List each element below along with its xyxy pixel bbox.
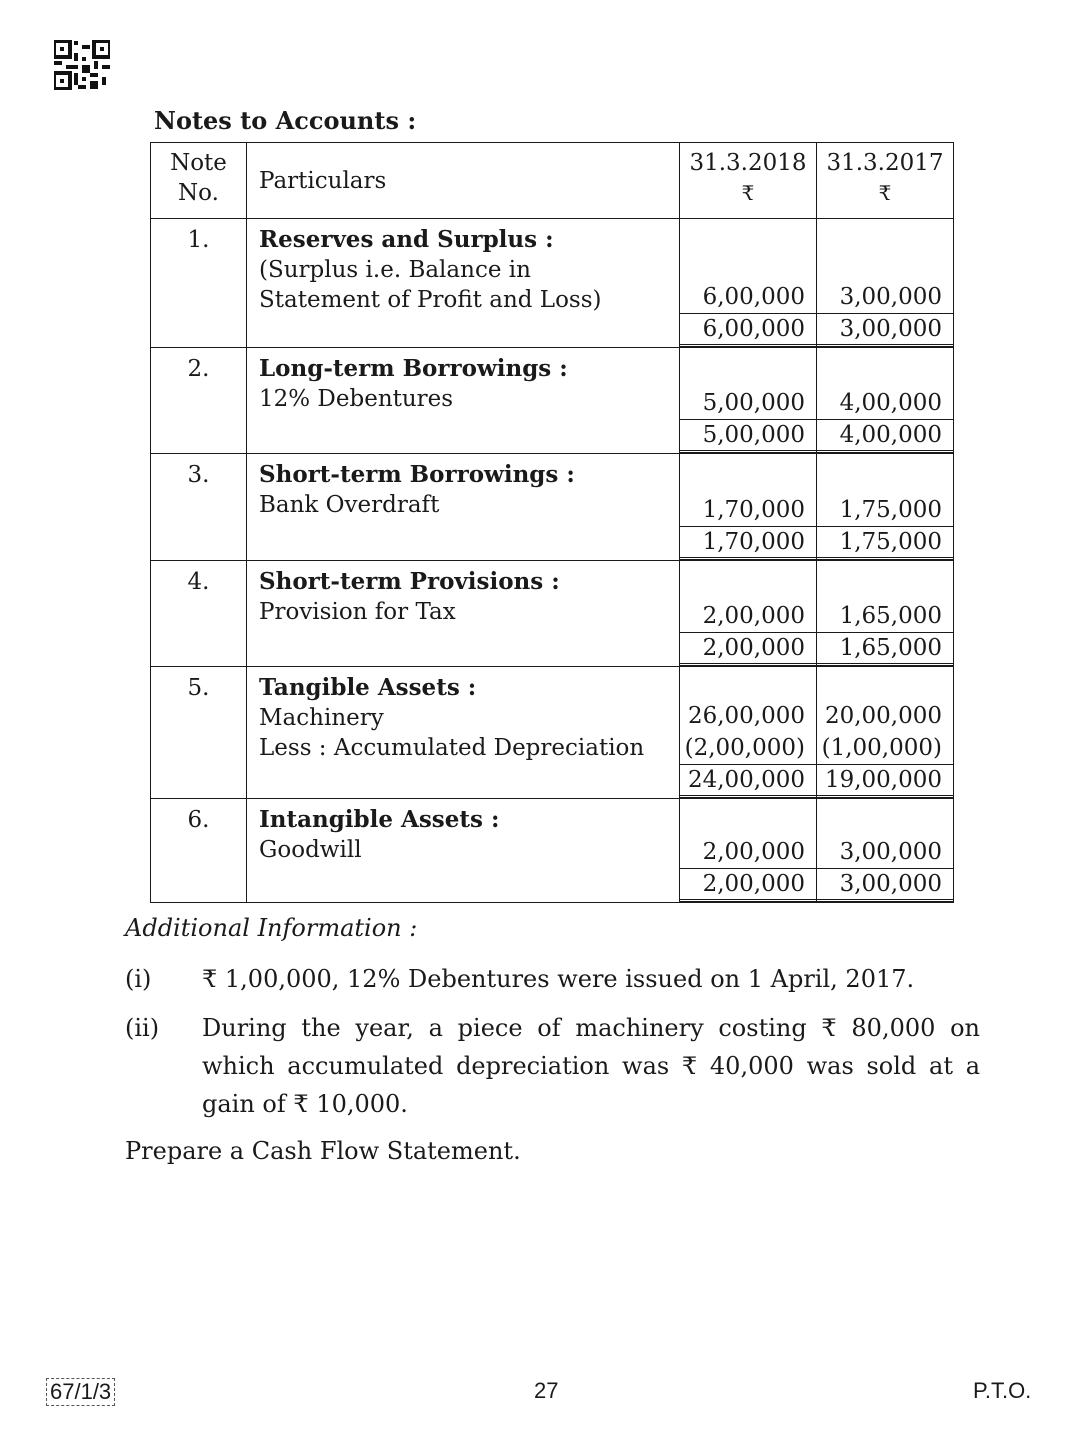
item-label: (i): [125, 965, 152, 993]
note-row: [151, 799, 954, 903]
rupee-icon: ₹: [741, 181, 755, 205]
notes-table: [150, 142, 954, 903]
note-particulars: [247, 561, 680, 667]
amount-value: 3,00,000: [839, 839, 942, 865]
amount-value: 4,00,000: [839, 390, 942, 416]
amount-total: 24,00,000: [680, 764, 816, 798]
header-note-no: Note No.: [151, 143, 247, 219]
note-line: Less : Accumulated Depreciation: [259, 735, 645, 761]
amount-value: 3,00,000: [839, 284, 942, 310]
note-row: [151, 561, 954, 667]
amount-value: 6,00,000: [702, 284, 805, 310]
amount-cell-2017: [817, 799, 954, 903]
amount-total: 2,00,000: [680, 868, 816, 902]
note-number: 1.: [151, 219, 247, 348]
note-line: 12% Debentures: [259, 386, 454, 412]
pto-label: P.T.O.: [973, 1378, 1032, 1403]
amount-cell-2018: [680, 348, 817, 454]
header-date-2017: [817, 143, 954, 219]
header-date-2018: [680, 143, 817, 219]
amount-total: 1,65,000: [817, 632, 953, 666]
amount-cell-2017: [817, 348, 954, 454]
amount-cell-2018: [680, 799, 817, 903]
note-particulars: [247, 219, 680, 348]
amount-value: 2,00,000: [702, 603, 805, 629]
note-line: Bank Overdraft: [259, 492, 440, 518]
note-line: Provision for Tax: [259, 599, 456, 625]
header-date-2018-label: 31.3.2018: [689, 150, 807, 176]
note-number: 3.: [151, 454, 247, 561]
note-row: [151, 219, 954, 348]
table-header-row: [151, 143, 954, 219]
note-particulars: [247, 348, 680, 454]
note-number: 5.: [151, 667, 247, 799]
note-row: [151, 454, 954, 561]
amount-cell-2017: [817, 454, 954, 561]
additional-info-title: Additional Information :: [125, 914, 418, 942]
paper-code: 67/1/3: [46, 1378, 115, 1406]
amount-value: 2,00,000: [702, 839, 805, 865]
amount-total: 1,75,000: [817, 526, 953, 560]
amount-cell-2018: [680, 454, 817, 561]
amount-total: 1,70,000: [680, 526, 816, 560]
amount-value: (2,00,000): [684, 735, 805, 761]
amount-cell-2017: [817, 667, 954, 799]
note-number: 6.: [151, 799, 247, 903]
note-row: [151, 348, 954, 454]
amount-cell-2017: [817, 219, 954, 348]
amount-value: 5,00,000: [702, 390, 805, 416]
notes-heading: Notes to Accounts :: [154, 106, 417, 135]
amount-value: 1,65,000: [839, 603, 942, 629]
amount-value: 1,75,000: [839, 497, 942, 523]
rupee-icon: ₹: [878, 181, 892, 205]
note-line: Machinery: [259, 705, 384, 731]
header-particulars: Particulars: [247, 143, 680, 219]
instruction-text: Prepare a Cash Flow Statement.: [125, 1137, 521, 1165]
note-number: 2.: [151, 348, 247, 454]
note-particulars: [247, 667, 680, 799]
note-title: Short-term Borrowings :: [259, 461, 575, 488]
amount-total: 4,00,000: [817, 419, 953, 453]
note-line: Goodwill: [259, 837, 362, 863]
note-line: Statement of Profit and Loss): [259, 287, 602, 313]
item-label: (ii): [125, 1014, 160, 1042]
note-title: Intangible Assets :: [259, 806, 500, 833]
amount-value: (1,00,000): [821, 735, 942, 761]
note-line: (Surplus i.e. Balance in: [259, 257, 531, 283]
item-text: During the year, a piece of machinery costing ₹ 80,000 on which accumulated depreciation was ₹ 40,000 was sold at a gain of ₹ 10,000.: [202, 1014, 980, 1118]
amount-total: 6,00,000: [680, 313, 816, 347]
header-date-2017-label: 31.3.2017: [826, 150, 944, 176]
amount-cell-2018: [680, 219, 817, 348]
note-title: Reserves and Surplus :: [259, 226, 554, 253]
amount-total: 3,00,000: [817, 868, 953, 902]
amount-total: 2,00,000: [680, 632, 816, 666]
note-number: 4.: [151, 561, 247, 667]
note-title: Short-term Provisions :: [259, 568, 560, 595]
amount-total: 3,00,000: [817, 313, 953, 347]
item-text: ₹ 1,00,000, 12% Debentures were issued on 1 April, 2017.: [202, 965, 915, 993]
page-number: 27: [534, 1378, 559, 1403]
amount-cell-2018: [680, 667, 817, 799]
note-title: Tangible Assets :: [259, 674, 477, 701]
amount-cell-2017: [817, 561, 954, 667]
note-row: [151, 667, 954, 799]
note-particulars: [247, 454, 680, 561]
amount-cell-2018: [680, 561, 817, 667]
amount-total: 19,00,000: [817, 764, 953, 798]
amount-value: 20,00,000: [824, 703, 942, 729]
amount-total: 5,00,000: [680, 419, 816, 453]
amount-value: 1,70,000: [702, 497, 805, 523]
note-particulars: [247, 799, 680, 903]
note-title: Long-term Borrowings :: [259, 355, 568, 382]
qr-code-icon: [54, 40, 110, 90]
amount-value: 26,00,000: [687, 703, 805, 729]
